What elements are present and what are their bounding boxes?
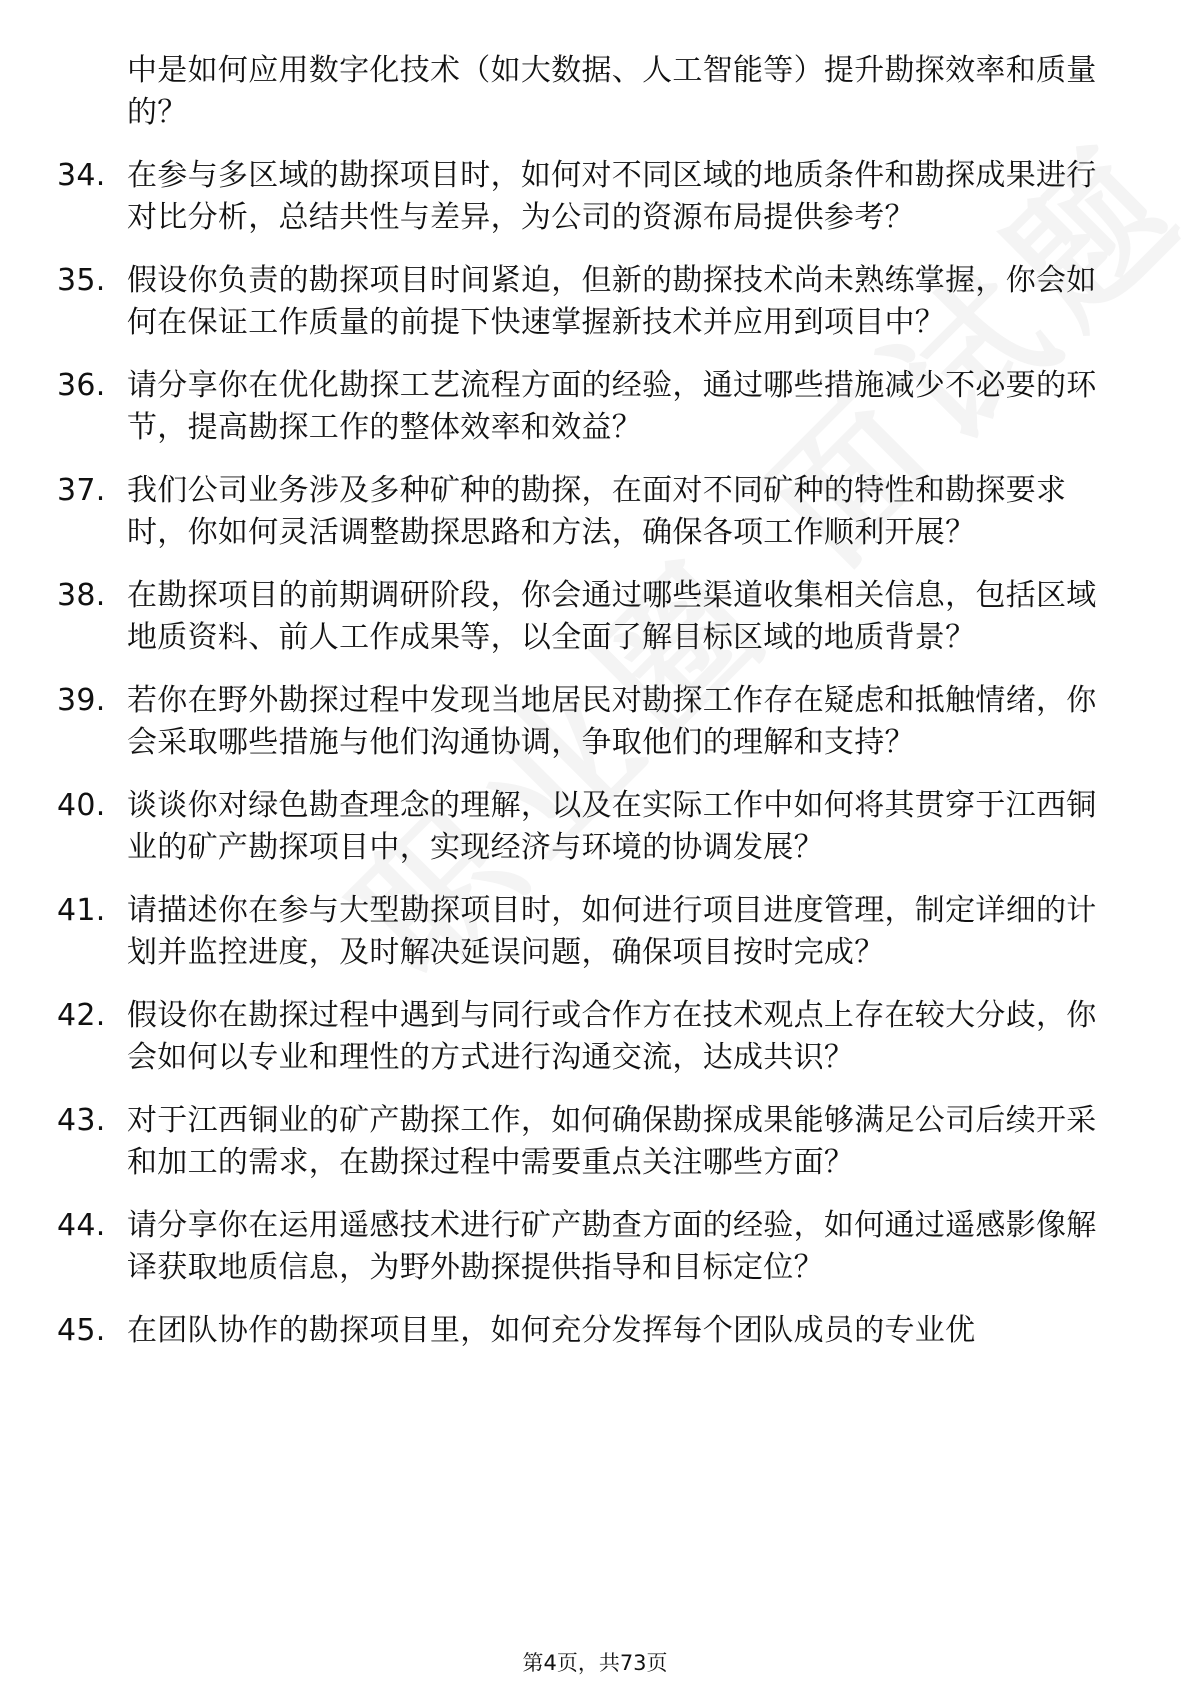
question-number: 41. [57,893,106,928]
question-text: 在团队协作的勘探项目里，如何充分发挥每个团队成员的专业优 [127,1313,976,1348]
question-number: 43. [57,1103,106,1138]
question-number: 37. [57,473,106,508]
question-item [57,470,1117,554]
page-number-footer: 第4页，共73页 [522,1651,668,1675]
question-text: 在勘探项目的前期调研阶段，你会通过哪些渠道收集相关信息，包括区域地质资料、前人工作成果等，以全面了解目标区域的地质背景？ [127,578,1097,655]
question-list [57,50,1117,1373]
question-number: 39. [57,683,106,718]
question-number: 42. [57,998,106,1033]
question-item [57,680,1117,764]
question-item [57,575,1117,659]
question-item [57,365,1117,449]
question-text: 中是如何应用数字化技术（如大数据、人工智能等）提升勘探效率和质量的？ [127,53,1097,130]
question-text: 请分享你在运用遥感技术进行矿产勘查方面的经验，如何通过遥感影像解译获取地质信息，为野外勘探提供指导和目标定位？ [127,1208,1097,1285]
question-text: 请分享你在优化勘探工艺流程方面的经验，通过哪些措施减少不必要的环节，提高勘探工作的整体效率和效益？ [127,368,1097,445]
question-number: 40. [57,788,106,823]
question-number: 44. [57,1208,106,1243]
question-text: 在参与多区域的勘探项目时，如何对不同区域的地质条件和勘探成果进行对比分析，总结共性与差异，为公司的资源布局提供参考？ [127,158,1097,235]
question-item [57,155,1117,239]
question-item [57,890,1117,974]
question-number: 35. [57,263,106,298]
question-text: 假设你负责的勘探项目时间紧迫，但新的勘探技术尚未熟练掌握，你会如何在保证工作质量的前提下快速掌握新技术并应用到项目中？ [127,263,1097,340]
question-item [57,995,1117,1079]
question-text: 谈谈你对绿色勘查理念的理解，以及在实际工作中如何将其贯穿于江西铜业的矿产勘探项目中，实现经济与环境的协调发展？ [127,788,1097,865]
question-number: 34. [57,158,106,193]
question-number: 36. [57,368,106,403]
question-item [57,260,1117,344]
question-text: 对于江西铜业的矿产勘探工作，如何确保勘探成果能够满足公司后续开采和加工的需求，在勘探过程中需要重点关注哪些方面？ [127,1103,1097,1180]
question-number: 38. [57,578,106,613]
question-number: 45. [57,1313,106,1348]
question-text: 假设你在勘探过程中遇到与同行或合作方在技术观点上存在较大分歧，你会如何以专业和理性的方式进行沟通交流，达成共识？ [127,998,1097,1075]
question-text: 请描述你在参与大型勘探项目时，如何进行项目进度管理，制定详细的计划并监控进度，及时解决延误问题，确保项目按时完成？ [127,893,1097,970]
question-item [57,1100,1117,1184]
question-item [57,1310,1117,1352]
question-item [57,50,1117,134]
question-item [57,785,1117,869]
question-text: 若你在野外勘探过程中发现当地居民对勘探工作存在疑虑和抵触情绪，你会采取哪些措施与他们沟通协调，争取他们的理解和支持？ [127,683,1097,760]
question-item [57,1205,1117,1289]
question-text: 我们公司业务涉及多种矿种的勘探，在面对不同矿种的特性和勘探要求时，你如何灵活调整勘探思路和方法，确保各项工作顺利开展？ [127,473,1067,550]
